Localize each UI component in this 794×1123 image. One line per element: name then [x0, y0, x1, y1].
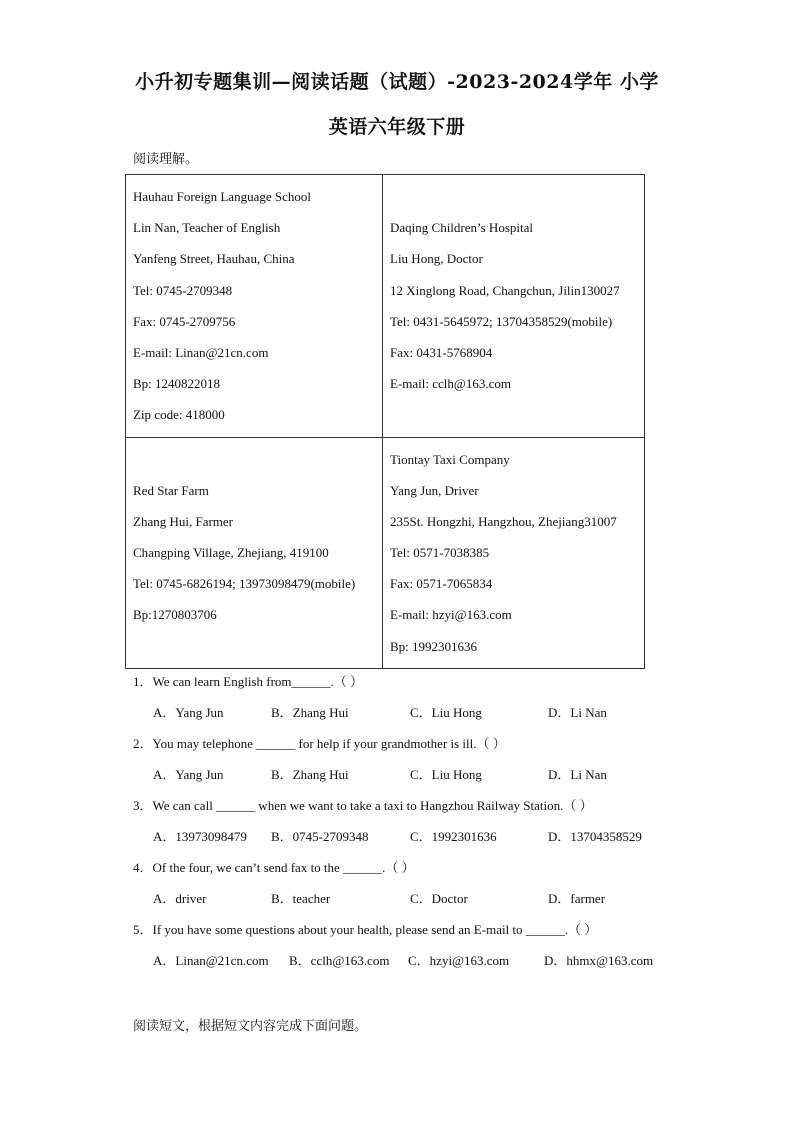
option-b[interactable]: B．teacher [271, 891, 331, 906]
card-line: Tel: 0431-5645972; 13704358529(mobile) [390, 313, 613, 329]
option-d[interactable]: D．Li Nan [548, 705, 607, 720]
card-line: 235St. Hongzhi, Hangzhou, Zhejiang31007 [390, 513, 617, 529]
card-line: E-mail: cclh@163.com [390, 376, 511, 392]
question-options [133, 888, 693, 919]
question-options [133, 764, 693, 795]
card-line: Red Star Farm [133, 482, 209, 498]
card-hospital [383, 175, 645, 438]
card-line: Daqing Children’s Hospital [390, 220, 533, 236]
card-farm [126, 437, 383, 668]
card-line: Bp:1270803706 [133, 607, 217, 623]
question-stem: 4．Of the four, we can’t send fax to the ______.（ ） [133, 860, 415, 875]
option-b[interactable]: B．Zhang Hui [271, 767, 349, 782]
question-stem: 5．If you have some questions about your health, please send an E-mail to ______.（ ） [133, 922, 598, 937]
question-options [133, 950, 693, 981]
question-stem: 2．You may telephone ______ for help if your grandmother is ill.（ ） [133, 736, 506, 751]
card-line: Bp: 1240822018 [133, 376, 221, 392]
question-options [133, 702, 693, 733]
option-a[interactable]: A．Yang Jun [153, 767, 224, 782]
card-line: Bp: 1992301636 [390, 638, 478, 654]
option-c[interactable]: C．1992301636 [410, 829, 497, 844]
question-list [133, 671, 693, 981]
option-b[interactable]: B．Zhang Hui [271, 705, 349, 720]
card-line: Liu Hong, Doctor [390, 251, 483, 267]
question-stem: 3．We can call ______ when we want to take a taxi to Hangzhou Railway Station.（ ） [133, 798, 593, 813]
card-line: Zhang Hui, Farmer [133, 513, 234, 529]
card-line: Yanfeng Street, Hauhau, China [133, 251, 295, 267]
option-d[interactable]: D．hhmx@163.com [544, 953, 654, 968]
business-cards-table [125, 174, 645, 669]
card-taxi [383, 437, 645, 668]
option-a[interactable]: A．13973098479 [153, 829, 247, 844]
card-line: Lin Nan, Teacher of English [133, 220, 281, 236]
option-c[interactable]: C．Liu Hong [410, 767, 482, 782]
card-school [126, 175, 383, 438]
card-line: E-mail: hzyi@163.com [390, 607, 512, 623]
card-line: Changping Village, Zhejiang, 419100 [133, 545, 329, 561]
card-line: 12 Xinglong Road, Changchun, Jilin130027 [390, 282, 620, 298]
card-line: Tel: 0745-6826194; 13973098479(mobile) [133, 576, 356, 592]
option-c[interactable]: C．Liu Hong [410, 705, 482, 720]
card-line: Zip code: 418000 [133, 407, 225, 423]
card-line: Fax: 0571-7065834 [390, 576, 493, 592]
card-line: E-mail: Linan@21cn.com [133, 344, 269, 360]
card-line: Fax: 0745-2709756 [133, 313, 236, 329]
card-line: Fax: 0431-5768904 [390, 344, 493, 360]
card-line: Tel: 0745-2709348 [133, 282, 233, 298]
passage-instruction: 阅读短文，根据短文内容完成下面问题。 [133, 1019, 368, 1034]
option-a[interactable]: A．Linan@21cn.com [153, 953, 269, 968]
option-b[interactable]: B．0745-2709348 [271, 829, 369, 844]
question-options [133, 826, 693, 857]
card-line: Hauhau Foreign Language School [133, 189, 311, 204]
option-a[interactable]: A．driver [153, 891, 207, 906]
option-d[interactable]: D．Li Nan [548, 767, 607, 782]
option-d[interactable]: D．farmer [548, 891, 606, 906]
title-line-1: 小升初专题集训—阅读话题（试题）-2023-2024学年 小学 [135, 71, 659, 93]
card-line: Yang Jun, Driver [390, 482, 479, 498]
title-line-2: 英语六年级下册 [328, 116, 466, 138]
option-a[interactable]: A．Yang Jun [153, 705, 224, 720]
card-line: Tiontay Taxi Company [390, 451, 510, 467]
option-d[interactable]: D．13704358529 [548, 829, 642, 844]
card-line: Tel: 0571-7038385 [390, 545, 490, 561]
reading-instruction: 阅读理解。 [133, 152, 199, 167]
option-c[interactable]: C．hzyi@163.com [408, 953, 510, 968]
question-stem: 1．We can learn English from______.（ ） [133, 674, 364, 689]
option-c[interactable]: C．Doctor [410, 891, 468, 906]
option-b[interactable]: B．cclh@163.com [289, 953, 390, 968]
